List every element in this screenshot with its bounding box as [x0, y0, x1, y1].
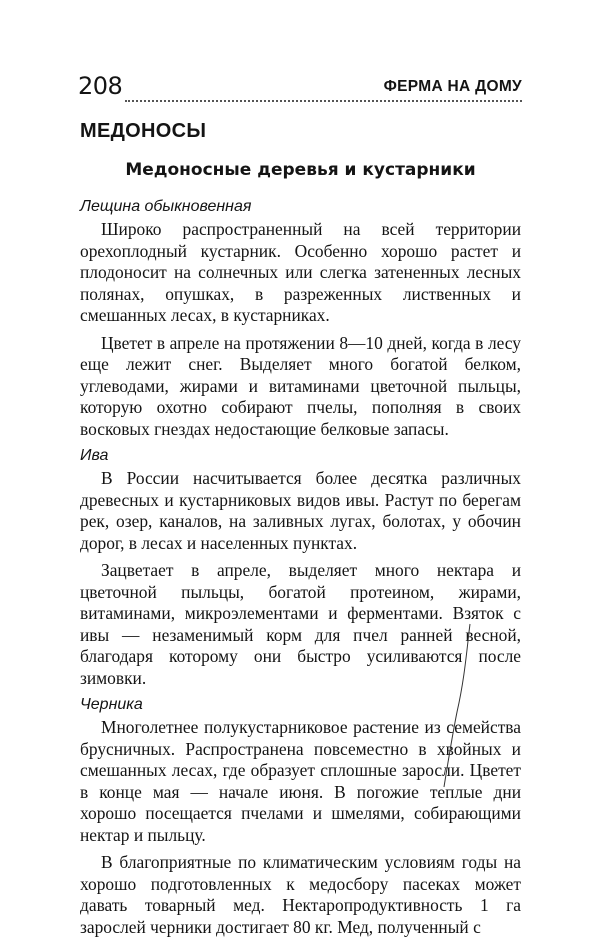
- paragraph: Многолетнее полукустарниковое растение из семейства брусничных. Распространена повсеместно в хвойных и смешанных лесах, где образует сплошные заросли. Цветет в конце мая — начале июня. В погожие теплые дни хорошо посещается пчелами и шмелями, собирающими нектар и пыльцу.: [80, 717, 521, 845]
- paragraph: В России насчитывается более десятка различных древесных и кустарниковых видов ивы. Растут по берегам рек, озер, каналов, на заливных лугах, болотах, у обочин дорог, в лесах и населенных пунктах.: [80, 468, 521, 553]
- page-number: 208: [78, 72, 123, 100]
- paragraph: Цветет в апреле на протяжении 8—10 дней, когда в лесу еще лежит снег. Выделяет много богатой белком, углеводами, жирами и витаминами цветочной пыльцы, которую охотно собирают пчелы, пополняя в своих восковых гнездах недостающие белковые запасы.: [80, 332, 521, 439]
- entry-heading: Черника: [80, 696, 143, 713]
- entry-hazel: [80, 197, 521, 440]
- header-rule: [125, 100, 522, 102]
- pen-annotation-mark: [440, 622, 500, 852]
- section-title: МЕДОНОСЫ: [80, 120, 207, 142]
- running-title: ФЕРМА НА ДОМУ: [383, 78, 522, 95]
- paragraph: Зацветает в апреле, выделяет много нектара и цветочной пыльцы, богатой протеином, жирами, витаминами, микроэлементами и ферментами. Взяток с ивы — незаменимый корм для пчел ранней весной, благодаря которому они быстро усиливаются после зимовки.: [80, 560, 521, 688]
- paragraph: В благоприятные по климатическим условиям годы на хорошо подготовленных к медосбору пасеках может давать товарный мед. Нектаропродуктивность 1 га зарослей черники достигает 80 кг. Мед, полученный с: [80, 852, 521, 937]
- subsection-title: Медоносные деревья и кустарники: [125, 160, 476, 180]
- entry-heading: Ива: [80, 447, 109, 464]
- page-header: [78, 72, 522, 104]
- paragraph: Широко распространенный на всей территории орехоплодный кустарник. Особенно хорошо растет и плодоносит на солнечных или слегка затененных лесных полянах, опушках, в разреженных лиственных и смешанных лесах, в кустарниках.: [80, 219, 521, 325]
- entry-heading: Лещина обыкновенная: [80, 198, 252, 215]
